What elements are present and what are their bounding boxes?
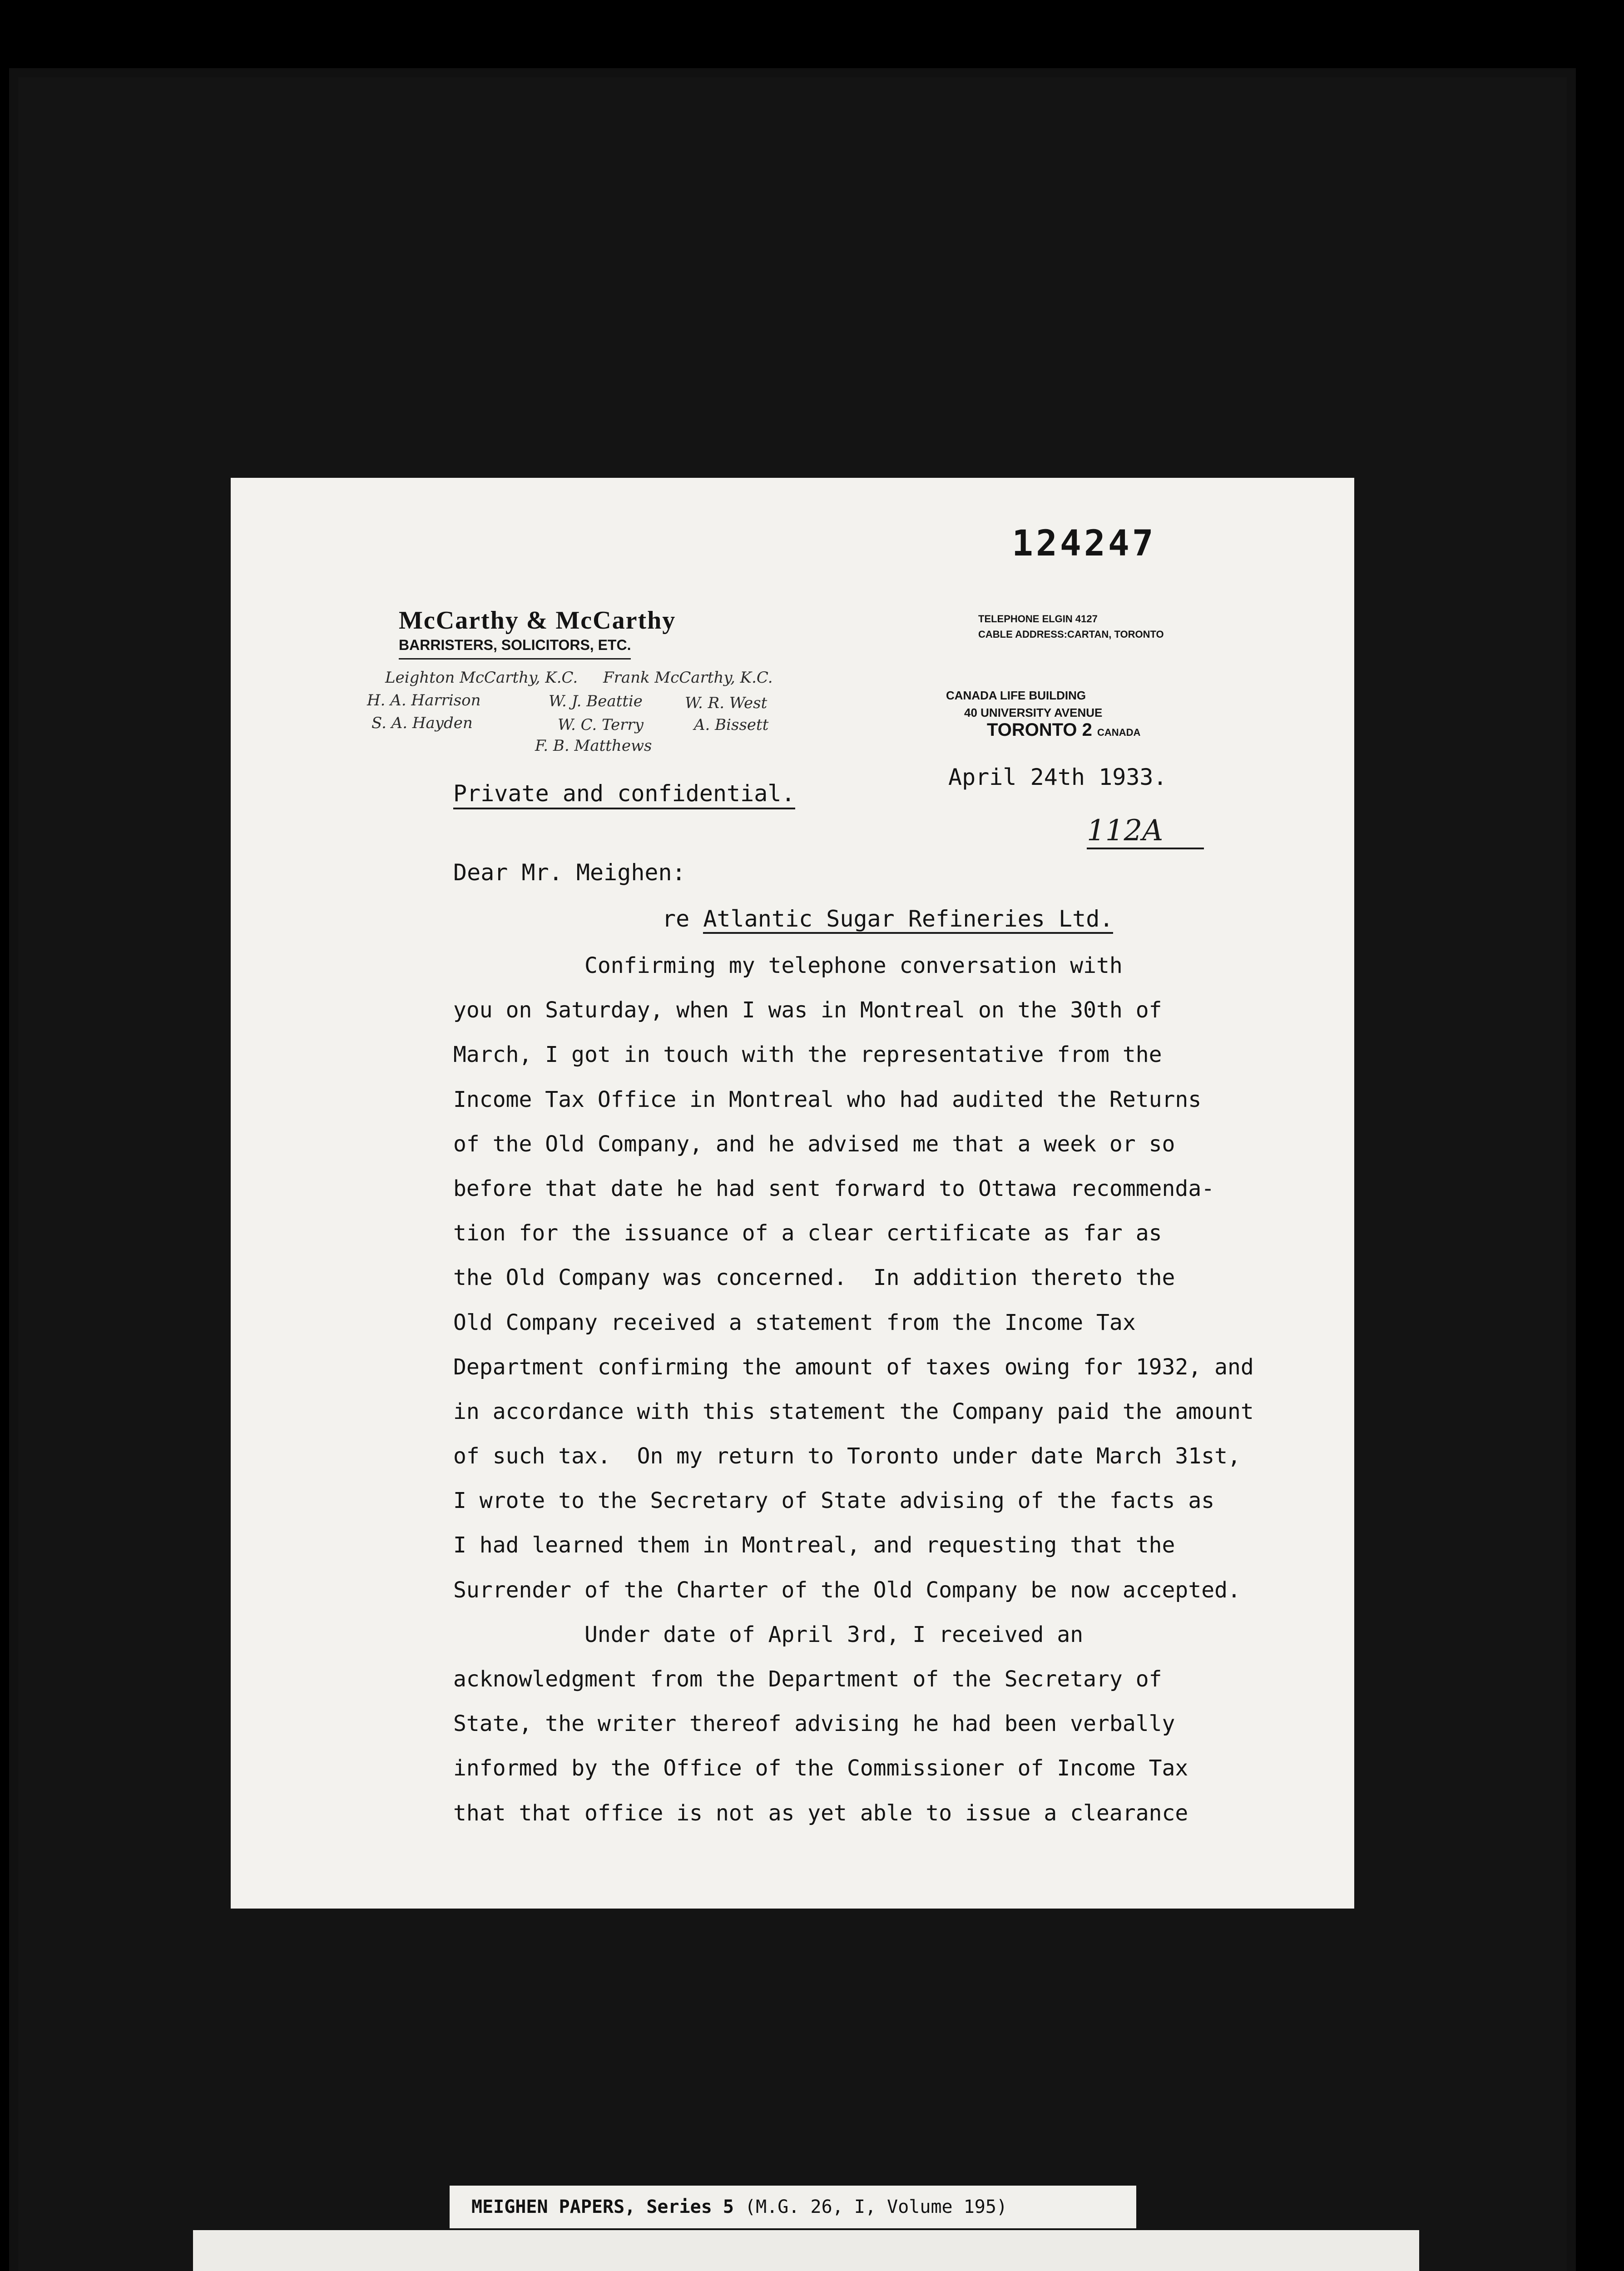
body-line: acknowledgment from the Department of the Secretary of [453, 1666, 1162, 1692]
body-line: that that office is not as yet able to issue a clearance [453, 1800, 1188, 1826]
partner-name: W. R. West [685, 694, 767, 712]
letterhead-partners [358, 669, 812, 787]
body-line: of the Old Company, and he advised me that a week or so [453, 1131, 1175, 1157]
body-line: Income Tax Office in Montreal who had audited the Returns [453, 1086, 1202, 1112]
citation-label [450, 2186, 1136, 2228]
re-prefix: re [662, 906, 690, 932]
body-line: Under date of April 3rd, I received an [453, 1621, 1084, 1647]
partner-name: S. A. Hayden [371, 714, 473, 732]
letterhead-city: TORONTO 2 [987, 720, 1092, 740]
body-line: before that date he had sent forward to Ottawa recommenda- [453, 1175, 1215, 1201]
re-subject: Atlantic Sugar Refineries Ltd. [703, 906, 1113, 934]
letterhead-contact [978, 611, 1164, 642]
body-line: Old Company received a statement from the Income Tax [453, 1309, 1136, 1335]
body-line: Department confirming the amount of taxes owing for 1932, and [453, 1354, 1254, 1380]
body-line: of such tax. On my return to Toronto under date March 31st, [453, 1443, 1241, 1469]
partner-name: W. C. Terry [558, 716, 644, 734]
body-line: Surrender of the Charter of the Old Company be now accepted. [453, 1577, 1241, 1603]
re-line [662, 906, 1113, 932]
letter-body [453, 943, 1339, 1835]
partner-name: F. B. Matthews [535, 737, 652, 755]
body-line: Confirming my telephone conversation with [453, 953, 1123, 978]
body-line: the Old Company was concerned. In addition thereto the [453, 1265, 1175, 1291]
letterhead-country: CANADA [1097, 727, 1141, 738]
body-line: in accordance with this statement the Company paid the amount [453, 1398, 1254, 1424]
archives-stamp [193, 2230, 1419, 2271]
citation-collection: MEIGHEN PAPERS, Series 5 [471, 2197, 734, 2217]
body-line: I had learned them in Montreal, and requesting that the [453, 1532, 1175, 1558]
letterhead-firm-name: McCarthy & McCarthy [399, 606, 676, 635]
salutation: Dear Mr. Meighen: [453, 859, 686, 886]
private-confidential-label: Private and confidential. [453, 780, 795, 809]
letter-page [231, 478, 1354, 1909]
letterhead-firm-subtitle: BARRISTERS, SOLICITORS, ETC. [399, 637, 631, 659]
body-line: State, the writer thereof advising he had been verbally [453, 1711, 1175, 1737]
partner-name: A. Bissett [694, 716, 769, 734]
partner-name: W. J. Beattie [549, 692, 643, 710]
partner-name: Leighton McCarthy, K.C. [385, 669, 578, 687]
handwritten-folio-mark: 112A [1087, 814, 1204, 849]
document-number: 124247 [1012, 523, 1156, 564]
letterhead-address [946, 687, 1140, 741]
body-line: I wrote to the Secretary of State advising of the facts as [453, 1488, 1215, 1514]
partner-name: H. A. Harrison [367, 691, 481, 709]
letterhead-city-line [946, 721, 1140, 741]
letter-date: April 24th 1933. [948, 764, 1167, 790]
body-line: tion for the issuance of a clear certificate as far as [453, 1220, 1162, 1246]
body-line: March, I got in touch with the representative from the [453, 1042, 1162, 1068]
letterhead-telephone: TELEPHONE ELGIN 4127 [978, 613, 1098, 625]
letterhead-cable: CABLE ADDRESS:CARTAN, TORONTO [978, 629, 1164, 640]
letterhead-building: CANADA LIFE BUILDING [946, 689, 1086, 702]
letterhead-street: 40 UNIVERSITY AVENUE [964, 706, 1103, 719]
body-line: you on Saturday, when I was in Montreal on the 30th of [453, 997, 1162, 1023]
body-line: informed by the Office of the Commissioner of Income Tax [453, 1755, 1188, 1781]
partner-name: Frank McCarthy, K.C. [603, 669, 773, 687]
citation-reference: (M.G. 26, I, Volume 195) [745, 2197, 1008, 2217]
